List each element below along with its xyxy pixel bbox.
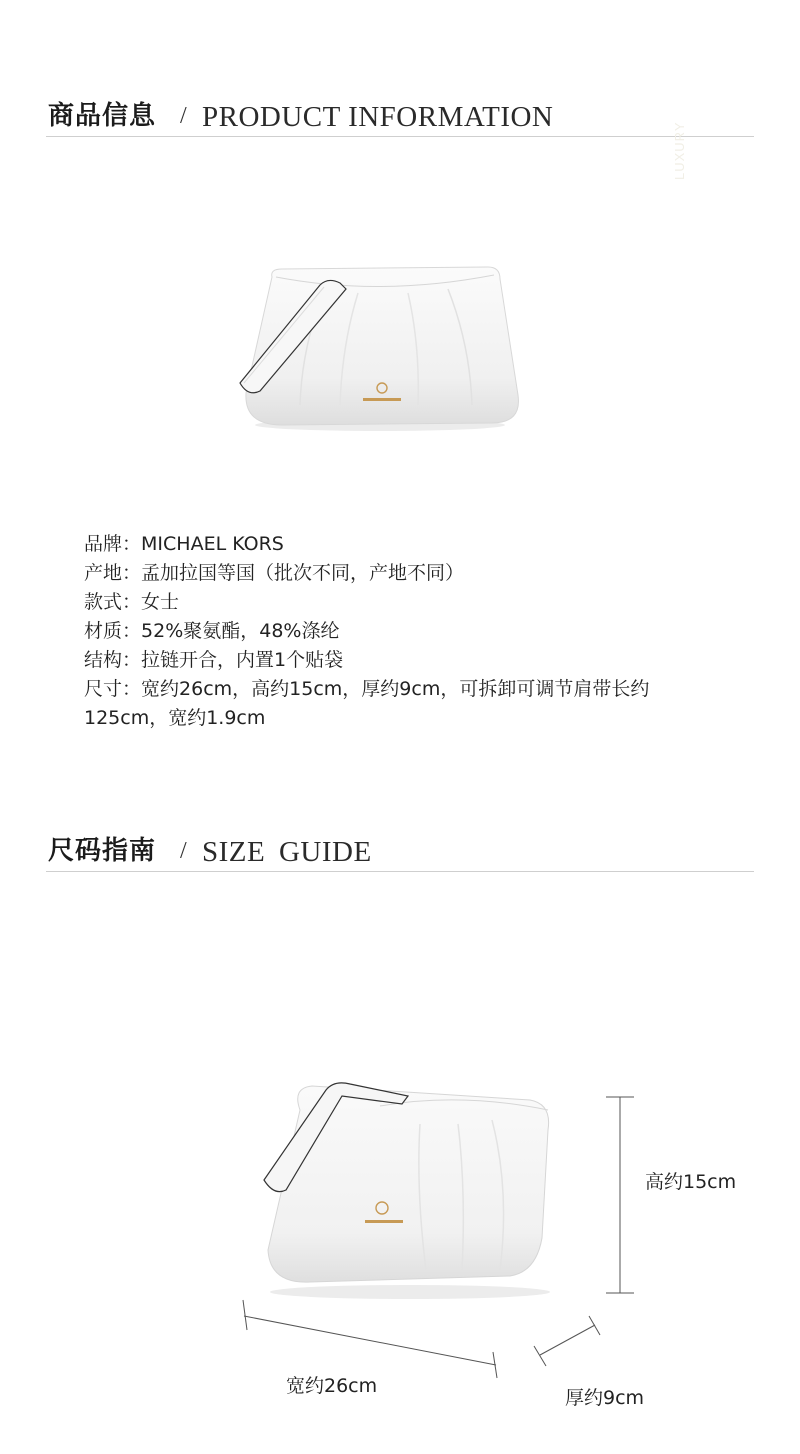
depth-label: 厚约9cm (565, 1387, 645, 1409)
height-label: 高约15cm (645, 1171, 737, 1193)
product-image (230, 255, 530, 445)
watermark-text: LUXURY (672, 121, 687, 180)
depth-dimension-line (540, 1325, 595, 1355)
header-separator: / (180, 838, 187, 864)
header-separator: / (180, 103, 187, 129)
size-guide-header (46, 831, 754, 872)
product-info-title-cn: 商品信息 (48, 101, 157, 131)
info-label: 尺寸： (84, 678, 142, 700)
info-value: 孟加拉国等国（批次不同，产地不同） (141, 562, 465, 584)
width-dimension-line (244, 1316, 496, 1365)
info-row-origin (84, 559, 724, 588)
size-guide-title-en: SIZE GUIDE (202, 836, 372, 868)
info-value: MICHAEL KORS (141, 533, 284, 555)
info-row-structure (84, 646, 724, 675)
product-info-list (84, 530, 724, 733)
info-row-material (84, 617, 724, 646)
info-label: 产地： (84, 562, 142, 584)
info-label: 材质： (84, 620, 142, 642)
info-row-brand (84, 530, 724, 559)
product-info-header (46, 96, 754, 137)
product-info-title-en: PRODUCT INFORMATION (202, 101, 554, 133)
info-value: 女士 (141, 591, 180, 613)
size-guide-image (230, 1070, 650, 1390)
info-row-size (84, 675, 714, 733)
width-label: 宽约26cm (286, 1375, 378, 1397)
info-value: 拉链开合，内置1个贴袋 (141, 649, 344, 671)
info-value: 宽约26cm，高约15cm，厚约9cm，可拆卸可调节肩带长约125cm，宽约1.9cm (84, 678, 650, 729)
info-label: 结构： (84, 649, 142, 671)
info-value: 52%聚氨酯，48%涤纶 (141, 620, 340, 642)
size-guide-title-cn: 尺码指南 (48, 836, 157, 866)
info-label: 品牌： (84, 533, 142, 555)
info-row-style (84, 588, 724, 617)
info-label: 款式： (84, 591, 142, 613)
